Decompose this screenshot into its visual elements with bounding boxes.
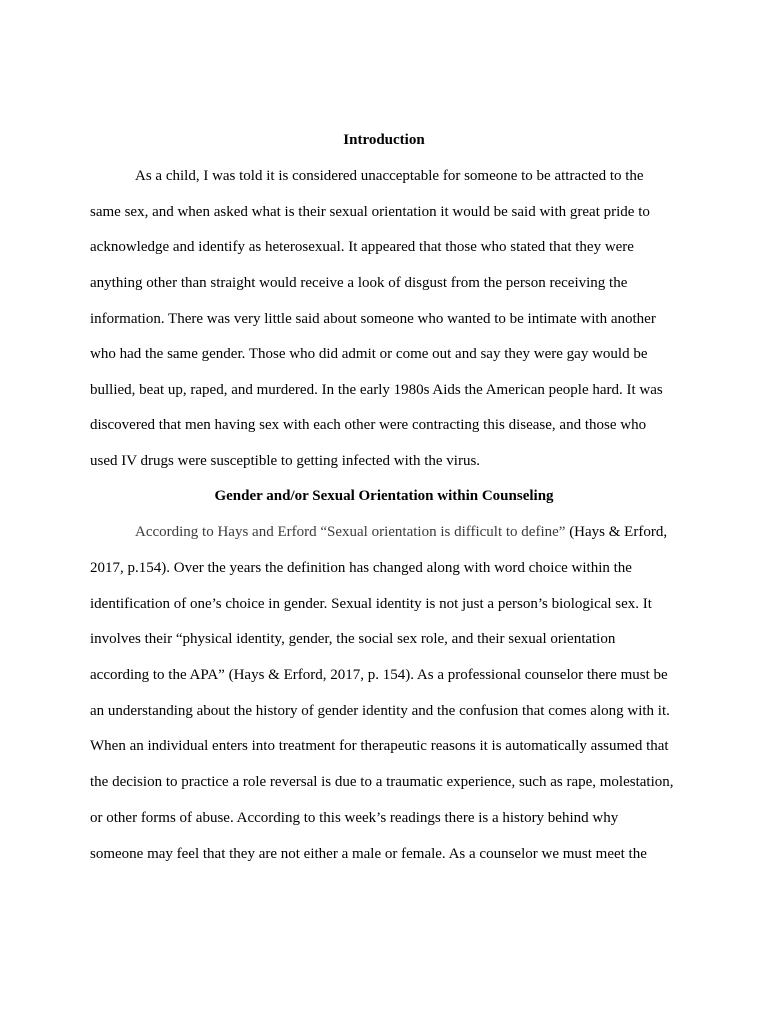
paragraph-line: involves their “physical identity, gender, the social sex role, and their sexual orientation — [90, 631, 616, 647]
paragraph-line: When an individual enters into treatment for therapeutic reasons it is automatically assumed that — [90, 738, 669, 754]
paragraph-line: according to the APA” (Hays & Erford, 2017, p. 154). As a professional counselor there must be — [90, 667, 668, 683]
paragraph-line: As a child, I was told it is considered unacceptable for someone to be attracted to the — [135, 168, 644, 184]
paragraph-line: used IV drugs were susceptible to getting infected with the virus. — [90, 453, 481, 469]
paragraph-line: the decision to practice a role reversal is due to a traumatic experience, such as rape, molestation, — [90, 774, 674, 790]
paragraph-line: same sex, and when asked what is their sexual orientation it would be said with great pride to — [90, 204, 650, 220]
paragraph-line: bullied, beat up, raped, and murdered. In the early 1980s Aids the American people hard. It was — [90, 382, 663, 398]
section-heading-introduction: Introduction — [343, 132, 425, 148]
quoted-definition: According to Hays and Erford “Sexual orientation is difficult to define” — [135, 524, 566, 540]
paragraph-line: information. There was very little said about someone who wanted to be intimate with another — [90, 311, 656, 327]
paragraph-line: someone may feel that they are not either a male or female. As a counselor we must meet the — [90, 846, 647, 862]
paragraph-line: 2017, p.154). Over the years the definition has changed along with word choice within the — [90, 560, 632, 576]
paragraph-line: anything other than straight would receive a look of disgust from the person receiving the — [90, 275, 628, 291]
paragraph-line: identification of one’s choice in gender. Sexual identity is not just a person’s biological sex. It — [90, 596, 652, 612]
paragraph-line: or other forms of abuse. According to this week’s readings there is a history behind why — [90, 810, 619, 826]
citation: (Hays & Erford, — [565, 524, 668, 540]
paragraph-line-first — [135, 523, 667, 541]
paragraph-line: who had the same gender. Those who did admit or come out and say they were gay would be — [90, 346, 648, 362]
paragraph-line: discovered that men having sex with each other were contracting this disease, and those who — [90, 417, 647, 433]
paragraph-line: an understanding about the history of gender identity and the confusion that comes along with it. — [90, 703, 670, 719]
section-heading-gender-orientation: Gender and/or Sexual Orientation within Counseling — [214, 488, 554, 504]
paragraph-line: acknowledge and identify as heterosexual. It appeared that those who stated that they were — [90, 239, 634, 255]
